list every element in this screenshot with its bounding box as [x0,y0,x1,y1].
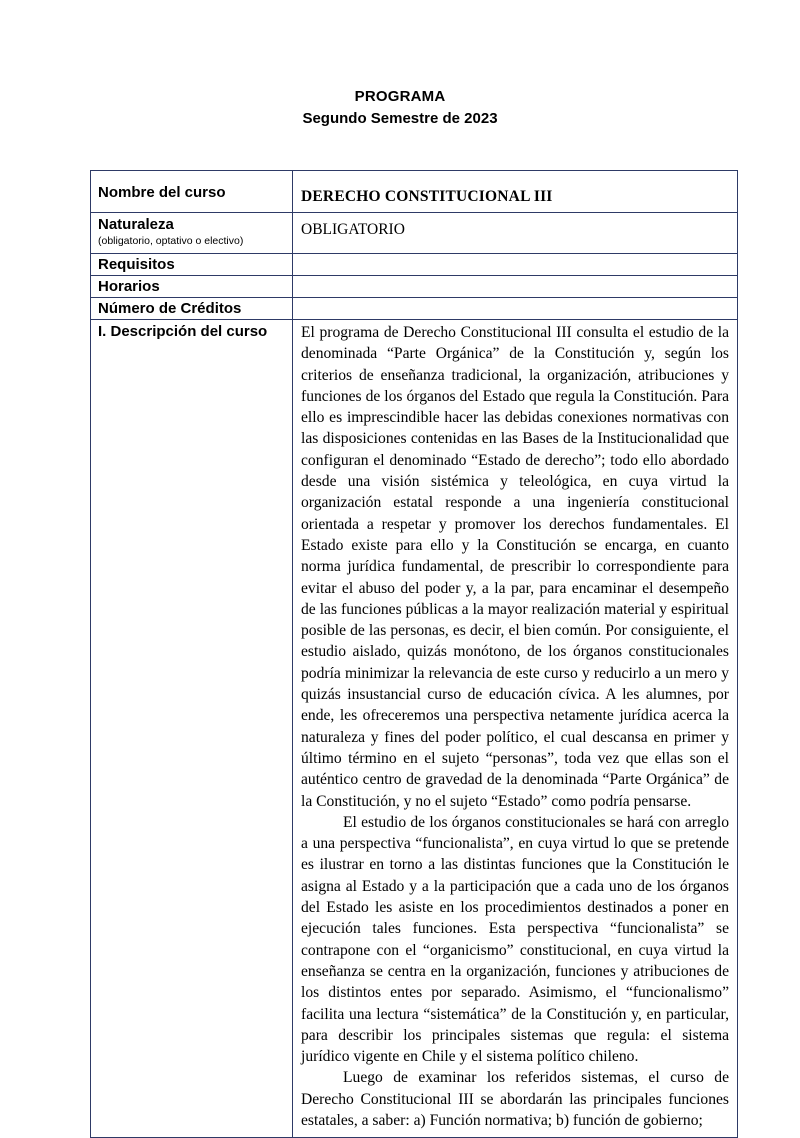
row-label-numero-de-creditos: Número de Créditos [91,298,293,320]
document-header [0,88,800,127]
creditos-value [293,298,738,320]
description-paragraph-1: El programa de Derecho Constitucional III consulta el estudio de la denominada “Parte Orgánica” de la Constitución y, según los criterios de enseñanza tradicional, la organización, atribuciones y funciones de los órganos del Estado que regula la Constitución. Para ello es imprescindible hacer las debidas conexiones normativas con las disposiciones contenidas en las Bases de la Institucionalidad que configuran el denominado “Estado de derecho”; todo ello abordado desde una visión sistémica y teleológica, en cuya virtud la organización estatal responde a una ingeniería constitucional orientada a respetar y promover los derechos fundamentales. El Estado existe para ello y la Constitución se encarga, en cuanto norma jurídica fundamental, de prescribir lo correspondiente para evitar el abuso del poder y, a la par, para encaminar el desempeño de las funciones públicas a la mayor realización material y espiritual posible de las personas, es decir, el bien común. Por consiguiente, el estudio aislado, quizás monótono, de los órganos constitucionales podría minimizar la relevancia de este curso y reducirlo a un mero y quizás insustancial curso de educación cívica. A les alumnes, por ende, les ofreceremos una perspectiva netamente jurídica acerca la naturaleza y fines del poder político, el cual descansa en primer y último término en el sujeto “personas”, toda vez que ellas son el auténtico centro de gravedad de la denominada “Parte Orgánica” de la Constitución, y no el sujeto “Estado” como podría pensarse. [301,324,729,810]
naturaleza-value: OBLIGATORIO [293,213,738,254]
naturaleza-label: Naturaleza [98,216,174,233]
table-row-requisitos [91,254,738,276]
page-subtitle: Segundo Semestre de 2023 [302,110,498,127]
requisitos-value [293,254,738,276]
page-title: PROGRAMA [354,88,446,105]
table-row-naturaleza [91,213,738,254]
table-row-numero-de-creditos [91,298,738,320]
table-row-horarios [91,276,738,298]
row-label-requisitos: Requisitos [91,254,293,276]
row-label-nombre-del-curso: Nombre del curso [91,171,293,213]
table-row-nombre-del-curso [91,171,738,213]
description-paragraph-2: El estudio de los órganos constitucionales se hará con arreglo a una perspectiva “funcionalista”, en cuya virtud lo que se pretende es ilustrar en torno a las distintas funciones que la Constitución le asigna al Estado y a la participación que a cada uno de los órganos del Estado les asiste en los procedimientos destinados a poner en ejecución tales funciones. Esta perspectiva “funcionalista” se contrapone con el “organicismo” constitucional, en cuya virtud la enseñanza se centra en la organización, funciones y atribuciones de los distintos entes por separado. Asimismo, el “funcionalismo” facilita una lectura “sistemática” de la Constitución y, en particular, para describir los principales sistemas que regula: el sistema jurídico vigente en Chile y el sistema político chileno. [301,813,729,1066]
row-label-descripcion: I. Descripción del curso [91,320,293,1138]
row-label-horarios: Horarios [91,276,293,298]
course-description [293,320,738,1138]
naturaleza-sublabel: (obligatorio, optativo o electivo) [98,235,244,247]
program-table [90,170,738,1138]
table-row-descripcion [91,320,738,1138]
course-name-value: DERECHO CONSTITUCIONAL III [293,171,738,213]
row-label-naturaleza [91,213,293,254]
description-paragraph-3: Luego de examinar los referidos sistemas, el curso de Derecho Constitucional III se abordarán las principales funciones estatales, a saber: a) Función normativa; b) función de gobierno; [301,1069,729,1129]
horarios-value [293,276,738,298]
